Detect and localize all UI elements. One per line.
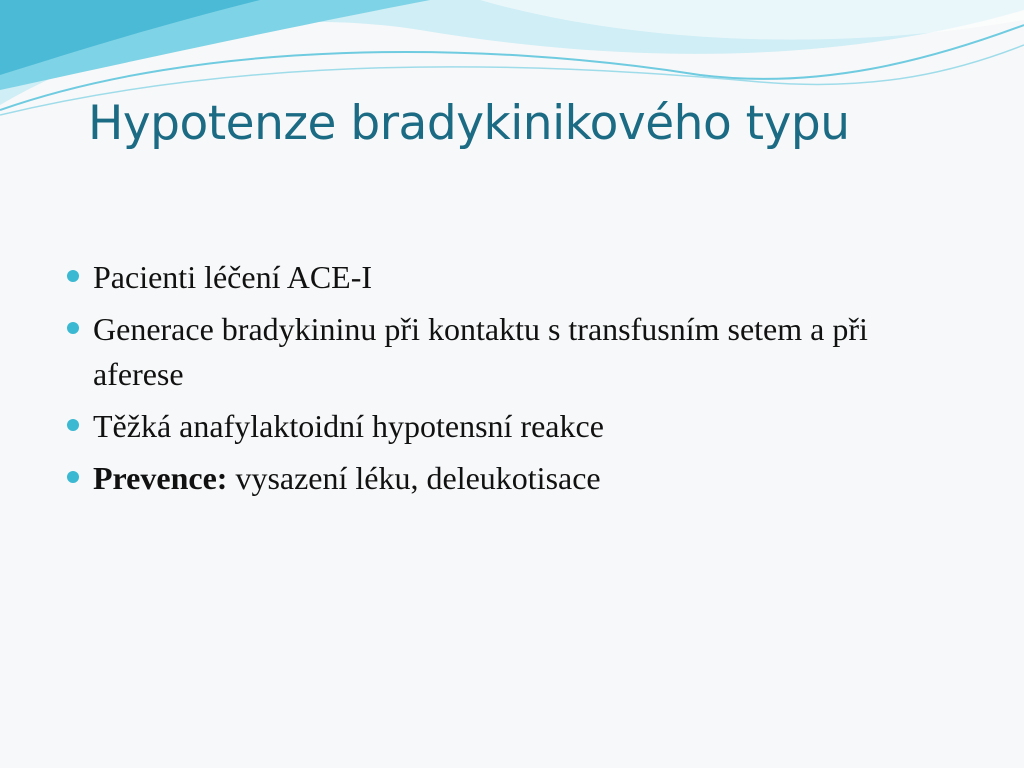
bullet-dot-icon — [67, 471, 79, 483]
slide-title: Hypotenze bradykinikového typu — [88, 96, 850, 151]
bullet-text: Pacienti léčení ACE-I — [93, 259, 373, 295]
bullet-dot-icon — [67, 419, 79, 431]
bullet-item — [64, 404, 944, 449]
bullet-list — [64, 255, 944, 508]
bullet-item — [64, 255, 944, 300]
bullet-item — [64, 456, 944, 501]
bullet-item — [64, 307, 944, 397]
bullet-bold-label: Prevence: — [93, 460, 228, 496]
bullet-text: Generace bradykininu při kontaktu s transfusním setem a při aferese — [93, 311, 868, 392]
bullet-dot-icon — [67, 322, 79, 334]
bullet-text: vysazení léku, deleukotisace — [227, 460, 601, 496]
bullet-dot-icon — [67, 270, 79, 282]
bullet-text: Těžká anafylaktoidní hypotensní reakce — [93, 408, 604, 444]
